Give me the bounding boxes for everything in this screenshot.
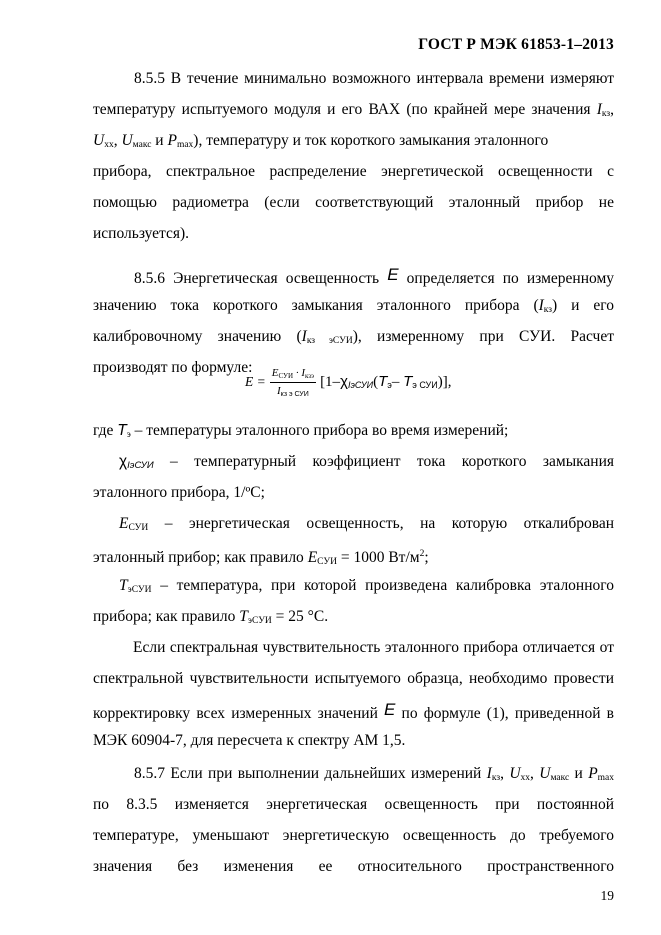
paragraph-8-5-5-line3: $U_{хх}$, $U_{макс}$ и $P_{max}$), температуру и ток короткого замыкания эталонного [93, 132, 549, 150]
formula-numerator: $E_{СУИ} \cdot I_{кзэ}$ [270, 367, 316, 383]
formula-lhs: E = [245, 374, 266, 389]
paragraph-8-5-7-line2: по 8.3.5 изменяется энергетическая освещенность при постоянной [93, 796, 614, 813]
definition-chi-line2: эталонного прибора, 1/ºС; [93, 484, 265, 501]
paragraph-8-5-5-line5: помощью радиометра (если соответствующий эталонный прибор не [93, 194, 614, 211]
definition-tesui-line2: прибора; как правило $T_{эСУИ} = 25$ °С. [93, 608, 329, 626]
definition-chi-line1: $\chi_{IэСУИ}$ – температурный коэффициент тока короткого замыкания [119, 453, 614, 471]
paragraph-spectral-line4: МЭК 60904-7, для пересчета к спектру АМ 1,5. [93, 732, 406, 749]
paragraph-8-5-6-line4: производят по формуле: [93, 359, 253, 376]
paragraph-8-5-5-line6: используется). [93, 225, 190, 242]
paragraph-8-5-7-line4: значения без изменения ее относительного пространственного [93, 858, 614, 875]
paragraph-8-5-6-line2: значению тока короткого замыкания эталонного прибора $(I_{кз})$ и его [93, 297, 615, 315]
paragraph-8-5-5-line4: прибора, спектральное распределение энергетической освещенности с [93, 163, 614, 180]
page-number: 19 [600, 888, 614, 903]
paragraph-8-5-6-line1: 8.5.6 Энергетическая освещенность E определяется по измеренному [134, 265, 614, 287]
document-header: ГОСТ Р МЭК 61853-1–2013 [418, 36, 614, 53]
paragraph-spectral-line2: спектральной чувствительности испытуемого образца, необходимо провести [93, 670, 614, 687]
definition-tesui-line1: $T_{эСУИ}$ – температура, при которой произведена калибровка эталонного [119, 577, 614, 595]
paragraph-8-5-5-line1: 8.5.5 В течение минимально возможного интервала времени измеряют [134, 70, 614, 87]
irradiance-formula [245, 362, 451, 402]
formula-denominator: $I_{кз э СУИ}$ [277, 384, 309, 398]
definition-esui-line2: эталонный прибор; как правило $E_{СУИ} = 1000$ $Вт/м^2$; [93, 549, 429, 567]
formula-rhs: [$1-\chi_{IэСУИ}(T_э-$ $T_{э СУИ}$)], [320, 373, 452, 390]
irradiance-symbol: E [384, 700, 396, 719]
paragraph-spectral-line1: Если спектральная чувствительность эталонного прибора отличается от [133, 639, 614, 656]
irradiance-symbol: E [387, 265, 399, 284]
paragraph-8-5-6-line3: калибровочному значению $(I_{кз эСУИ})$, измеренному при СУИ. Расчет [93, 328, 615, 346]
paragraph-8-5-7-line1: 8.5.7 Если при выполнении дальнейших измерений $I_{кз}$, $U_{хх}$, $U_{макс}$ и $P_{max}$ [134, 765, 615, 783]
definition-temperature: где $T_э$ – температуры эталонного прибора во время измерений; [93, 422, 509, 440]
definition-esui-line1: $E_{СУИ}$ – энергетическая освещенность, на которую откалиброван [119, 515, 614, 533]
paragraph-spectral-line3: корректировку всех измеренных значений E по формуле (1), приведенной в [93, 700, 614, 722]
formula-fraction [270, 367, 316, 398]
paragraph-8-5-7-line3: температуре, уменьшают энергетическую освещенность до требуемого [93, 827, 614, 844]
paragraph-8-5-5-line2: температуру испытуемого модуля и его ВАХ (по крайней мере значения $I_{кз}$, [93, 101, 614, 119]
